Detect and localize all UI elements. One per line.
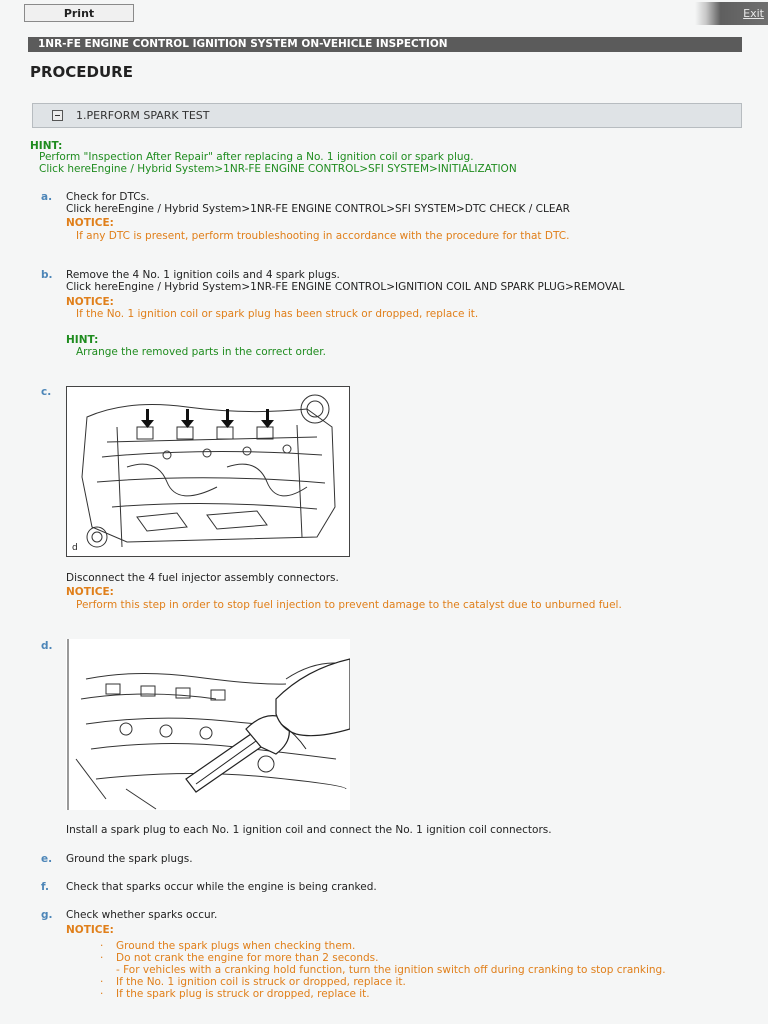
collapse-icon[interactable] <box>52 110 63 121</box>
step-a-notice-label: NOTICE: <box>66 217 114 229</box>
step-d-text: Install a spark plug to each No. 1 ignition coil and connect the No. 1 ignition coil connectors. <box>66 824 552 836</box>
ignition-coil-illustration <box>66 639 350 810</box>
exit-link[interactable]: Exit <box>743 7 764 20</box>
step-letter-b: b. <box>41 269 53 281</box>
exit-panel <box>695 2 768 25</box>
engine-figure-injector-connectors <box>66 386 350 557</box>
step-c-notice-label: NOTICE: <box>66 586 114 598</box>
section-header <box>32 103 742 128</box>
bullet-icon: · <box>100 940 104 952</box>
page-title-bar: 1NR-FE ENGINE CONTROL IGNITION SYSTEM ON-VEHICLE INSPECTION <box>28 37 742 52</box>
step-b-notice-label: NOTICE: <box>66 296 114 308</box>
step-letter-a: a. <box>41 191 53 203</box>
step-b-link[interactable]: Click hereEngine / Hybrid System>1NR-FE ENGINE CONTROL>IGNITION COIL AND SPARK PLUG>REMOVAL <box>66 281 625 293</box>
step-a-text: Check for DTCs. <box>66 191 150 203</box>
step-b-hint: Arrange the removed parts in the correct order. <box>76 346 326 358</box>
step-letter-d: d. <box>41 640 53 652</box>
step-g-bullet-sub: - For vehicles with a cranking hold function, turn the ignition switch off during cranking to stop cranking. <box>116 964 666 976</box>
step-letter-g: g. <box>41 909 53 921</box>
step-letter-e: e. <box>41 853 53 865</box>
figure-label: d <box>72 543 78 553</box>
print-button[interactable]: Print <box>24 4 134 22</box>
step-g-text: Check whether sparks occur. <box>66 909 218 921</box>
step-c-notice: Perform this step in order to stop fuel injection to prevent damage to the catalyst due to unburned fuel. <box>76 599 622 611</box>
bullet-icon: · <box>100 976 104 988</box>
step-g-notice-label: NOTICE: <box>66 924 114 936</box>
step-c-text: Disconnect the 4 fuel injector assembly connectors. <box>66 572 339 584</box>
step-a-link[interactable]: Click hereEngine / Hybrid System>1NR-FE ENGINE CONTROL>SFI SYSTEM>DTC CHECK / CLEAR <box>66 203 570 215</box>
bullet-icon: · <box>100 988 104 1000</box>
step-g-bullet: If the No. 1 ignition coil is struck or dropped, replace it. <box>116 976 406 988</box>
step-b-text: Remove the 4 No. 1 ignition coils and 4 spark plugs. <box>66 269 340 281</box>
step-letter-f: f. <box>41 881 49 893</box>
hint-label: HINT: <box>30 140 63 152</box>
hint-line: Perform "Inspection After Repair" after replacing a No. 1 ignition coil or spark plug. <box>39 151 474 163</box>
step-a-notice: If any DTC is present, perform troubleshooting in accordance with the procedure for that DTC. <box>76 230 570 242</box>
section-title: 1.PERFORM SPARK TEST <box>76 109 210 122</box>
step-b-hint-label: HINT: <box>66 334 99 346</box>
step-g-bullet: Ground the spark plugs when checking them. <box>116 940 356 952</box>
step-g-bullet: If the spark plug is struck or dropped, replace it. <box>116 988 370 1000</box>
step-g-bullet: Do not crank the engine for more than 2 seconds. <box>116 952 379 964</box>
ignition-coil-figure <box>66 639 350 810</box>
step-letter-c: c. <box>41 386 52 398</box>
step-e-text: Ground the spark plugs. <box>66 853 193 865</box>
step-f-text: Check that sparks occur while the engine is being cranked. <box>66 881 377 893</box>
hint-link[interactable]: Click hereEngine / Hybrid System>1NR-FE ENGINE CONTROL>SFI SYSTEM>INITIALIZATION <box>39 163 517 175</box>
engine-illustration <box>67 387 349 556</box>
bullet-icon: · <box>100 952 104 964</box>
procedure-heading: PROCEDURE <box>30 63 133 81</box>
step-b-notice: If the No. 1 ignition coil or spark plug has been struck or dropped, replace it. <box>76 308 479 320</box>
